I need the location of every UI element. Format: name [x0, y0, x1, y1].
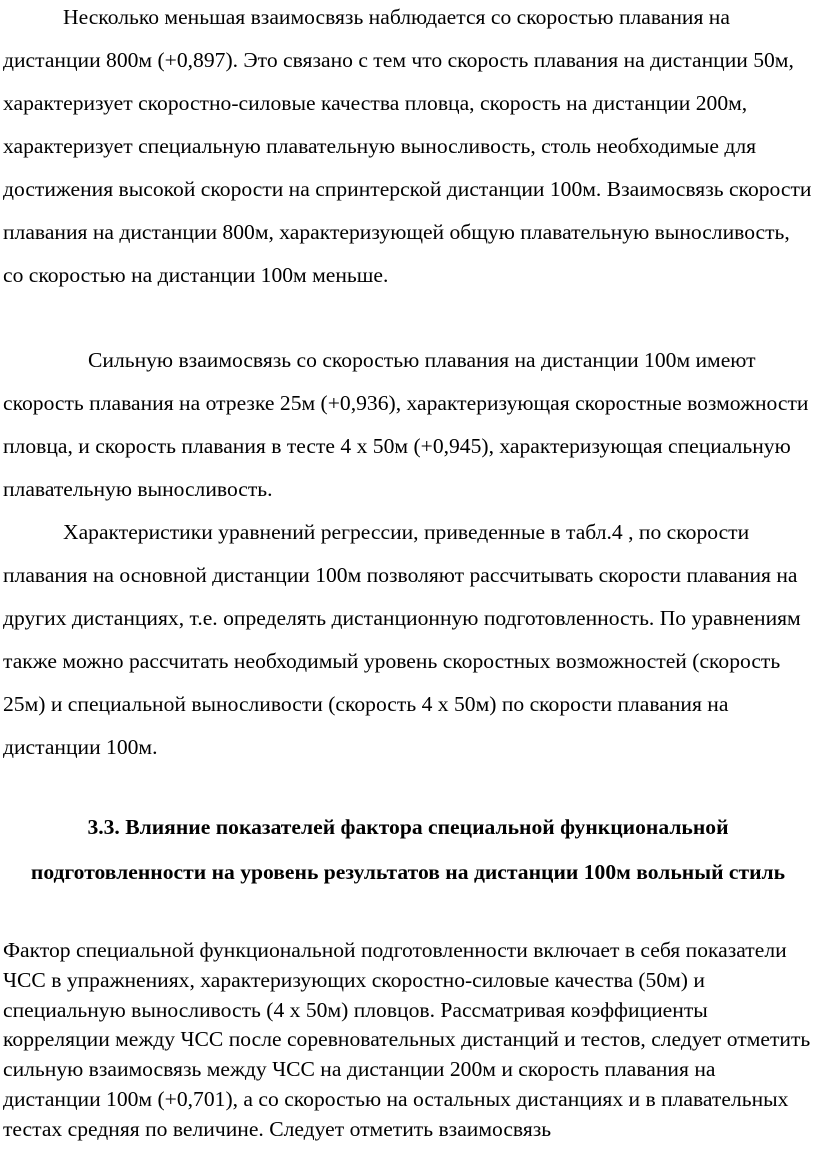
- paragraph-correlation-800m: Несколько меньшая взаимосвязь наблюдается со скоростью плавания на дистанции 800м (+0,897). Это связано с тем что скорость плавания на дистанции 50м, характеризует скоростно-силовые качества пловца, скорость на дистанции 200м, характеризует специальную плавательную выносливость, столь необходимые для достижения высокой скорости на спринтерской дистанции 100м. Взаимосвязь скорости плавания на дистанции 800м, характеризующей общую плавательную выносливость, со скоростью на дистанции 100м меньше.: [3, 5, 812, 287]
- section-heading: 3.3. Влияние показателей фактора специальной функциональной подготовленности на уровень результатов на дистанции 100м вольный стиль: [30, 815, 786, 884]
- paragraph-regression-equations: Характеристики уравнений регрессии, приведенные в табл.4 , по скорости плавания на основной дистанции 100м позволяют рассчитывать скорости плавания на других дистанциях, т.е. определять дистанционную подготовленность. По уравнениям также можно рассчитать необходимый уровень скоростных возможностей (скорость 25м) и специальной выносливости (скорость 4 х 50м) по скорости плавания на дистанции 100м.: [3, 520, 801, 759]
- paragraph-functional-factor: Фактор специальной функциональной подготовленности включает в себя показатели ЧСС в упражнениях, характеризующих скоростно-силовые качества (50м) и специальную выносливость (4 х 50м) пловцов. Рассматривая коэффициенты корреляции между ЧСС после соревновательных дистанций и тестов, следует отметить сильную взаимосвязь между ЧСС на дистанции 200м и скорость плавания на дистанции 100м (+0,701), а со скоростью на остальных дистанциях и в плавательных тестах средняя по величине. Следует отметить взаимосвязь: [3, 938, 811, 1141]
- paragraph-correlation-100m: Сильную взаимосвязь со скоростью плавания на дистанции 100м имеют скорость плавания на отрезке 25м (+0,936), характеризующая скоростные возможности пловца, и скорость плавания в тесте 4 х 50м (+0,945), характеризующая специальную плавательную выносливость.: [3, 348, 809, 501]
